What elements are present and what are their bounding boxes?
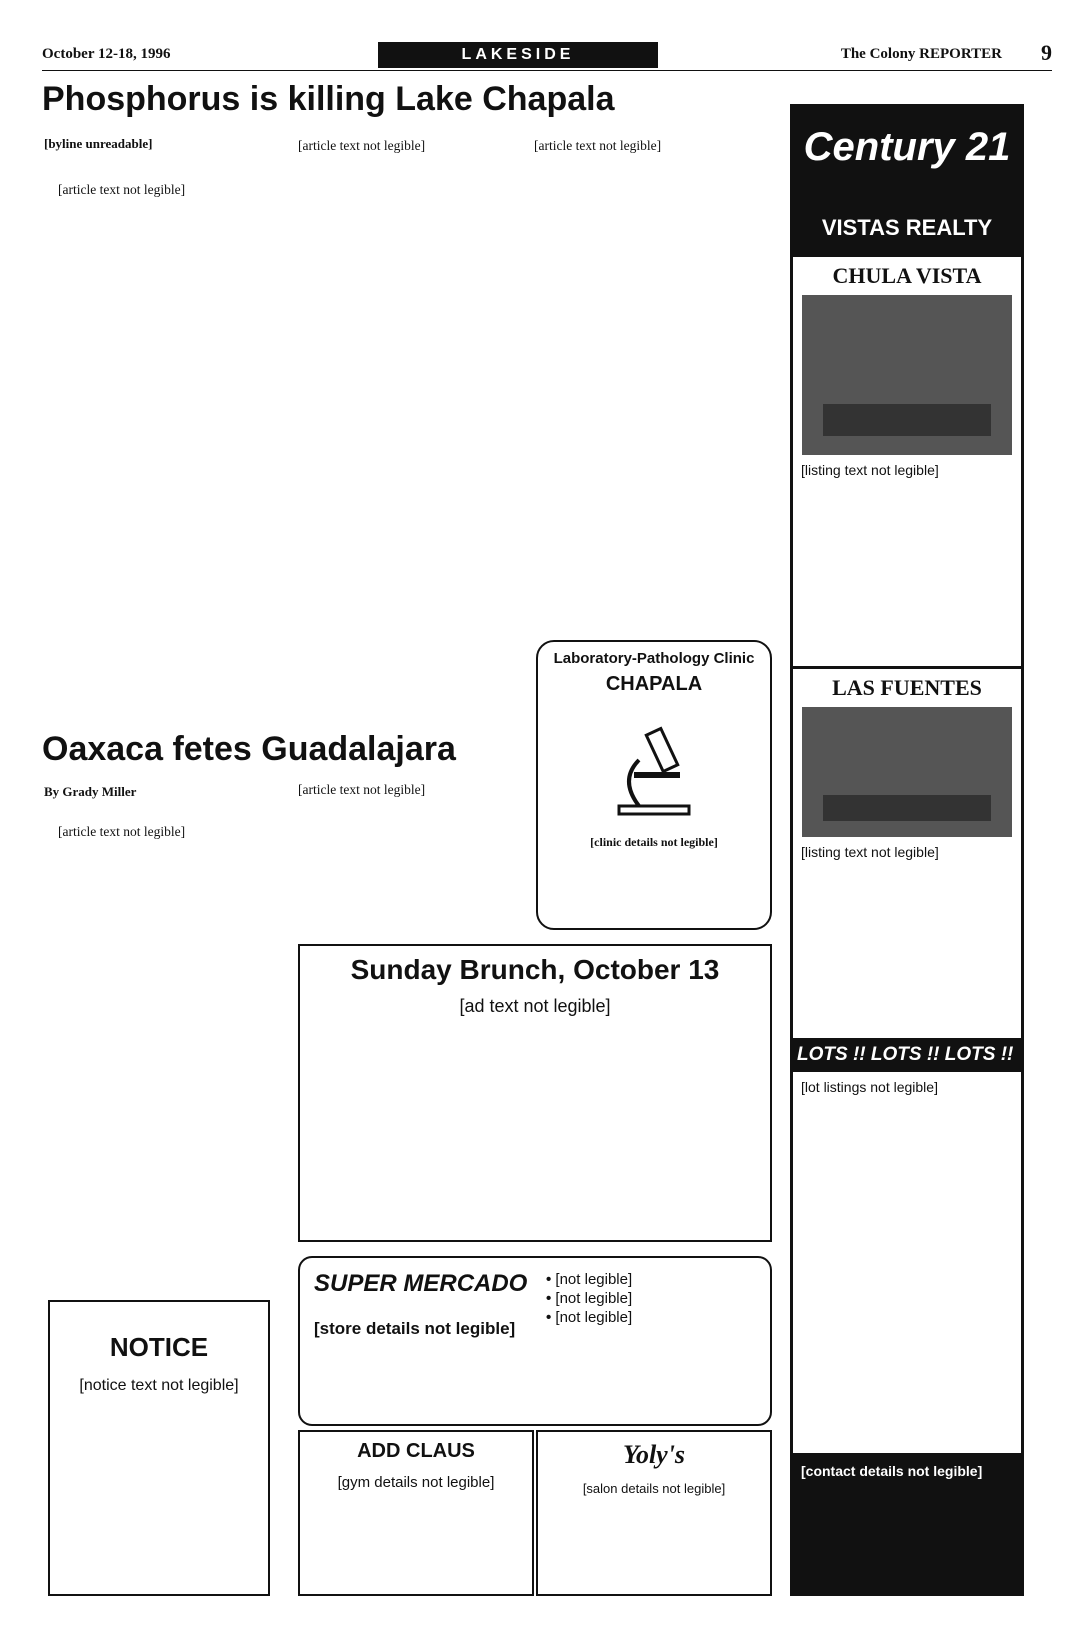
- supermarket-details: [store details not legible]: [314, 1319, 516, 1338]
- realty-brand: Century 21: [803, 125, 1011, 169]
- article1-column-2-text: [article text not legible]: [298, 138, 426, 153]
- beauty-name: Yoly's: [622, 1440, 686, 1469]
- article1-column-1: [44, 180, 269, 710]
- gym-name: ADD CLAUS: [357, 1440, 475, 1462]
- supermarket-feature: • [not legible]: [546, 1289, 766, 1308]
- supermarket-name: SUPER MERCADO: [314, 1270, 528, 1297]
- listing-2-title: LAS FUENTES: [832, 675, 982, 700]
- article2-column-1-text: [article text not legible]: [58, 824, 186, 839]
- article1-column-2: [284, 136, 504, 710]
- article2-column-2-text: [article text not legible]: [298, 782, 426, 797]
- lots-banner: LOTS !! LOTS !! LOTS !!: [793, 1038, 1021, 1072]
- notice-body: [notice text not legible]: [79, 1377, 239, 1394]
- listing-1-text: [listing text not legible]: [801, 462, 939, 478]
- article2-headline: Oaxaca fetes Guadalajara: [42, 730, 456, 768]
- clinic-details: [clinic details not legible]: [590, 835, 718, 849]
- article2-column-1: [44, 822, 269, 1272]
- article1-headline: Phosphorus is killing Lake Chapala: [42, 80, 615, 118]
- section-banner: LAKESIDE: [378, 42, 658, 68]
- article1-column-3-text: [article text not legible]: [534, 138, 662, 153]
- notice-ad: [48, 1300, 270, 1596]
- clinic-title: Laboratory-Pathology Clinic: [553, 650, 755, 667]
- beauty-details: [salon details not legible]: [582, 1481, 726, 1496]
- clinic-place: CHAPALA: [605, 673, 703, 695]
- article1-column-1-text: [article text not legible]: [58, 182, 186, 197]
- realty-header: [793, 107, 1021, 257]
- gym-ad: [298, 1430, 534, 1596]
- realty-listing-2: [793, 666, 1021, 868]
- page-number: 9: [1041, 40, 1052, 65]
- issue-date: October 12-18, 1996: [42, 46, 171, 62]
- realty-ad: [790, 104, 1024, 1596]
- masthead: [42, 40, 1052, 71]
- house-photo-1: [802, 295, 1012, 455]
- listing-2-text: [listing text not legible]: [801, 844, 939, 860]
- notice-title: NOTICE: [109, 1332, 209, 1362]
- brunch-title: Sunday Brunch, October 13: [350, 954, 720, 985]
- supermarket-ad: [298, 1256, 772, 1426]
- realty-listing-1: [793, 257, 1021, 486]
- lots-text: [lot listings not legible]: [801, 1079, 938, 1095]
- supermarket-feature: • [not legible]: [546, 1270, 766, 1289]
- realty-contact: [contact details not legible]: [793, 1453, 1021, 1593]
- article2-byline: By Grady Miller: [44, 784, 137, 799]
- brunch-body: [ad text not legible]: [459, 996, 611, 1016]
- gym-details: [gym details not legible]: [337, 1474, 495, 1491]
- house-photo-2: [802, 707, 1012, 837]
- supermarket-feature-list: [546, 1270, 766, 1327]
- listing-1-title: CHULA VISTA: [832, 263, 982, 288]
- paper-name: The Colony REPORTER: [840, 46, 1002, 62]
- article1-column-3: [520, 136, 740, 626]
- brunch-ad: [298, 944, 772, 1242]
- microscope-icon: [599, 710, 709, 820]
- supermarket-feature: • [not legible]: [546, 1308, 766, 1327]
- realty-agency: VISTAS REALTY: [821, 215, 993, 240]
- clinic-ad: [536, 640, 772, 930]
- beauty-ad: [536, 1430, 772, 1596]
- article1-byline: [byline unreadable]: [44, 136, 153, 151]
- article2-column-2: [284, 780, 504, 930]
